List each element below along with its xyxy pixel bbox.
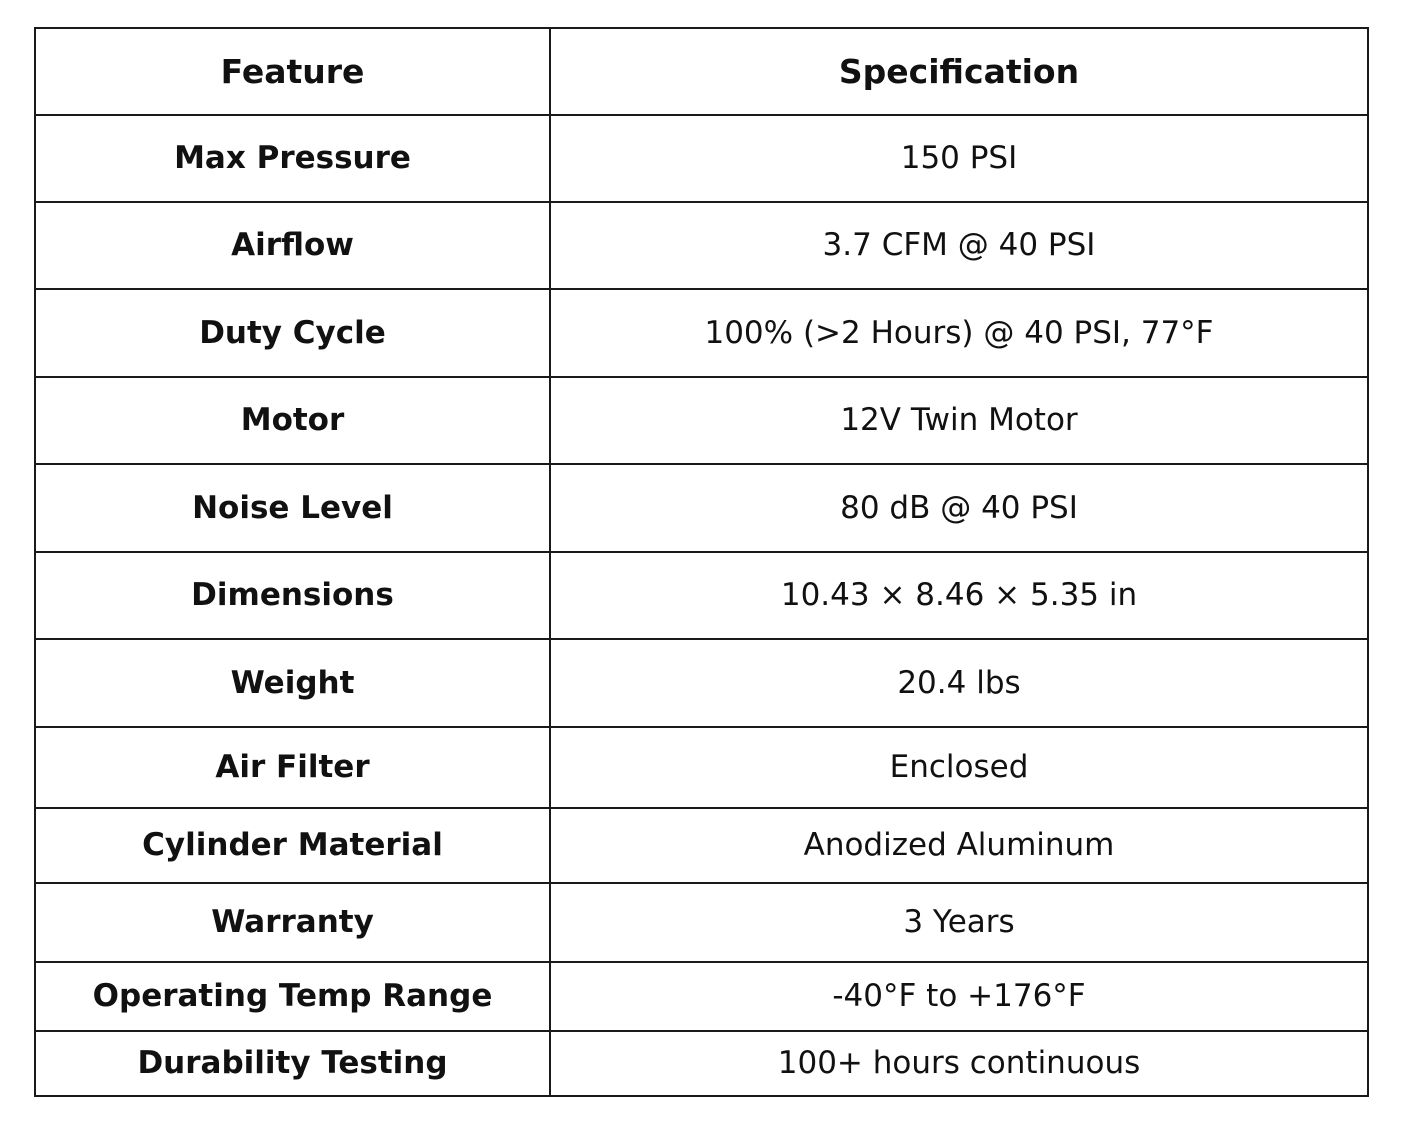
specification-cell: -40°F to +176°F — [550, 962, 1368, 1031]
table-row — [35, 808, 1368, 883]
spec-table — [34, 27, 1369, 1097]
specification-cell: 80 dB @ 40 PSI — [550, 464, 1368, 552]
feature-cell: Cylinder Material — [35, 808, 550, 883]
table-row — [35, 1031, 1368, 1096]
feature-cell: Airflow — [35, 202, 550, 289]
table-row — [35, 727, 1368, 808]
column-header-feature: Feature — [35, 28, 550, 115]
specification-cell: 100+ hours continuous — [550, 1031, 1368, 1096]
specification-cell: 3 Years — [550, 883, 1368, 962]
specification-cell: 20.4 lbs — [550, 639, 1368, 727]
table-row — [35, 639, 1368, 727]
table-row — [35, 962, 1368, 1031]
feature-cell: Air Filter — [35, 727, 550, 808]
feature-cell: Max Pressure — [35, 115, 550, 202]
specification-cell: 10.43 × 8.46 × 5.35 in — [550, 552, 1368, 639]
feature-cell: Warranty — [35, 883, 550, 962]
feature-cell: Operating Temp Range — [35, 962, 550, 1031]
table-row — [35, 377, 1368, 464]
feature-cell: Duty Cycle — [35, 289, 550, 377]
column-header-specification: Specification — [550, 28, 1368, 115]
table-row — [35, 552, 1368, 639]
table-row — [35, 464, 1368, 552]
table-row — [35, 115, 1368, 202]
specification-cell: Enclosed — [550, 727, 1368, 808]
feature-cell: Weight — [35, 639, 550, 727]
table-header-row — [35, 28, 1368, 115]
specification-cell: 3.7 CFM @ 40 PSI — [550, 202, 1368, 289]
table-row — [35, 202, 1368, 289]
feature-cell: Motor — [35, 377, 550, 464]
specification-cell: 150 PSI — [550, 115, 1368, 202]
feature-cell: Durability Testing — [35, 1031, 550, 1096]
feature-cell: Dimensions — [35, 552, 550, 639]
feature-cell: Noise Level — [35, 464, 550, 552]
specification-cell: 12V Twin Motor — [550, 377, 1368, 464]
specification-cell: 100% (>2 Hours) @ 40 PSI, 77°F — [550, 289, 1368, 377]
specification-cell: Anodized Aluminum — [550, 808, 1368, 883]
table-row — [35, 289, 1368, 377]
table-row — [35, 883, 1368, 962]
